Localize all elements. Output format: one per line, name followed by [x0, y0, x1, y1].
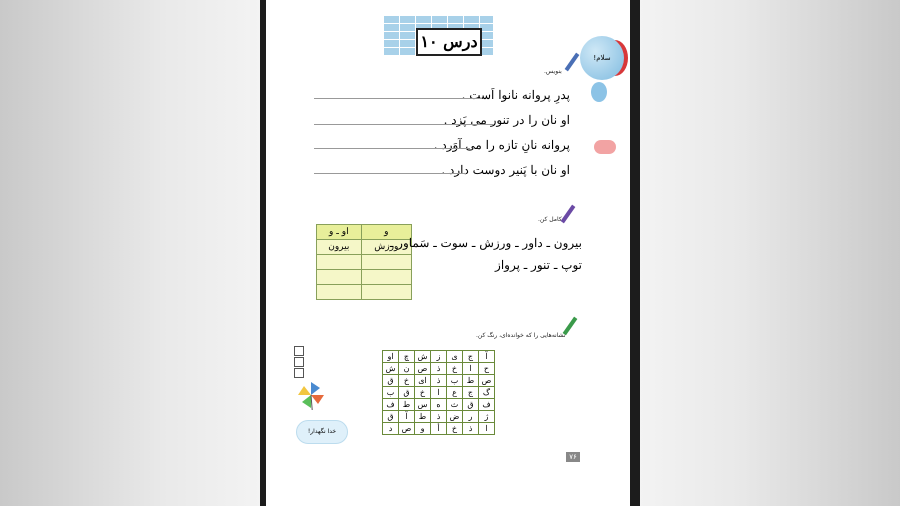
sentence-4: او نان با پَنیر دوست دارد .: [441, 163, 570, 177]
letter-cell[interactable]: ض: [447, 411, 463, 423]
pencils-icon: [561, 205, 576, 224]
table-cell[interactable]: [361, 285, 411, 300]
pencil-icon: [565, 53, 580, 72]
letter-grid-row: [383, 363, 495, 375]
letter-grid-row: [383, 375, 495, 387]
sentence-2: او نان را در تنور می پَزد .: [443, 113, 570, 127]
balloon-label: سلام!: [593, 54, 611, 62]
letter-cell[interactable]: آ: [399, 411, 415, 423]
letter-cell[interactable]: خ: [447, 363, 463, 375]
letter-cell[interactable]: ر: [463, 411, 479, 423]
table-header-left: و: [361, 225, 411, 240]
letter-grid-row: [383, 411, 495, 423]
letter-cell[interactable]: آ: [479, 351, 495, 363]
letter-cell[interactable]: خ: [447, 423, 463, 435]
table-cell: بیرون: [317, 240, 362, 255]
letter-cell[interactable]: ا: [463, 363, 479, 375]
letter-cell[interactable]: ح: [479, 363, 495, 375]
table-cell[interactable]: [317, 255, 362, 270]
letter-cell[interactable]: ا: [479, 423, 495, 435]
pinwheel-icon: [296, 380, 326, 410]
letter-cell[interactable]: س: [415, 399, 431, 411]
letter-cell[interactable]: ی: [447, 351, 463, 363]
letter-cell[interactable]: ه: [431, 399, 447, 411]
table-cell[interactable]: [317, 270, 362, 285]
letter-grid-row: [383, 399, 495, 411]
checkbox-1[interactable]: [294, 346, 304, 356]
table-cell[interactable]: [361, 255, 411, 270]
letter-cell[interactable]: ق: [383, 375, 399, 387]
page-number: ۷۶: [566, 452, 580, 462]
lesson-title: درس ۱۰: [416, 28, 482, 56]
section3-instruction: نشانه‌هایی را که خوانده‌ای، رنگ کن.: [476, 332, 566, 339]
letter-cell[interactable]: ج: [463, 351, 479, 363]
letter-cell[interactable]: خ: [415, 387, 431, 399]
goodbye-cloud: خدا نگهدار!: [296, 420, 348, 444]
letter-grid-row: [383, 387, 495, 399]
pointing-hand-icon: [594, 140, 616, 154]
letter-cell[interactable]: ش: [415, 351, 431, 363]
letter-cell[interactable]: ب: [447, 375, 463, 387]
letter-cell[interactable]: ق: [399, 387, 415, 399]
sentence-3: پروانه نانِ تازه را می آوَرد .: [433, 138, 570, 152]
letter-cell[interactable]: ف: [383, 399, 399, 411]
letter-cell[interactable]: ا: [431, 387, 447, 399]
letter-cell[interactable]: ق: [383, 411, 399, 423]
sentence-1: پدرِ پروانه نانوا اَست .: [461, 88, 570, 102]
letter-grid: [382, 350, 495, 435]
small-balloon-icon: [591, 82, 607, 102]
table-cell: ورزش: [361, 240, 411, 255]
checkbox-3[interactable]: [294, 368, 304, 378]
letter-cell[interactable]: أ: [431, 423, 447, 435]
table-header-right: او ـ و: [317, 225, 362, 240]
letter-cell[interactable]: ذ: [463, 423, 479, 435]
letter-cell[interactable]: ع: [447, 387, 463, 399]
letter-cell[interactable]: ط: [399, 399, 415, 411]
letter-cell[interactable]: ق: [463, 399, 479, 411]
letter-cell[interactable]: ث: [447, 399, 463, 411]
letter-cell[interactable]: ن: [399, 363, 415, 375]
writing-line-2: [314, 124, 494, 125]
table-cell[interactable]: [361, 270, 411, 285]
writing-line-3: [314, 148, 470, 149]
letter-cell[interactable]: ز: [431, 351, 447, 363]
letter-cell[interactable]: ب: [383, 387, 399, 399]
letter-cell[interactable]: ژ: [479, 411, 495, 423]
section1-instruction: بنویس.: [544, 68, 562, 75]
letter-cell[interactable]: ذ: [431, 411, 447, 423]
table-cell[interactable]: [317, 285, 362, 300]
writing-line-1: [314, 98, 482, 99]
letter-cell[interactable]: ش: [383, 363, 399, 375]
letter-cell[interactable]: ط: [463, 375, 479, 387]
letter-cell[interactable]: چ: [399, 351, 415, 363]
writing-line-4: [314, 173, 466, 174]
letter-cell[interactable]: گ: [479, 387, 495, 399]
letter-grid-row: [383, 351, 495, 363]
letter-cell[interactable]: ج: [463, 387, 479, 399]
word-list-line-2: توپ ـ تنور ـ پرواز: [495, 258, 582, 272]
letter-cell[interactable]: ط: [415, 411, 431, 423]
letter-cell[interactable]: ف: [479, 399, 495, 411]
letter-cell[interactable]: ای: [415, 375, 431, 387]
letter-cell[interactable]: خ: [399, 375, 415, 387]
letter-cell[interactable]: ص: [415, 363, 431, 375]
letter-cell[interactable]: ص: [399, 423, 415, 435]
section2-instruction: کامل کن.: [538, 216, 562, 223]
letter-cell[interactable]: و: [415, 423, 431, 435]
book-page: [260, 0, 640, 506]
checkbox-2[interactable]: [294, 357, 304, 367]
letter-cell[interactable]: ذ: [431, 375, 447, 387]
letter-cell[interactable]: د: [383, 423, 399, 435]
letter-cell[interactable]: ص: [479, 375, 495, 387]
letter-grid-row: [383, 423, 495, 435]
letter-cell[interactable]: او: [383, 351, 399, 363]
letter-cell[interactable]: ذ: [431, 363, 447, 375]
word-list-line-1: بیرون ـ داور ـ ورزش ـ سوت ـ سَماور ـ: [389, 236, 582, 250]
